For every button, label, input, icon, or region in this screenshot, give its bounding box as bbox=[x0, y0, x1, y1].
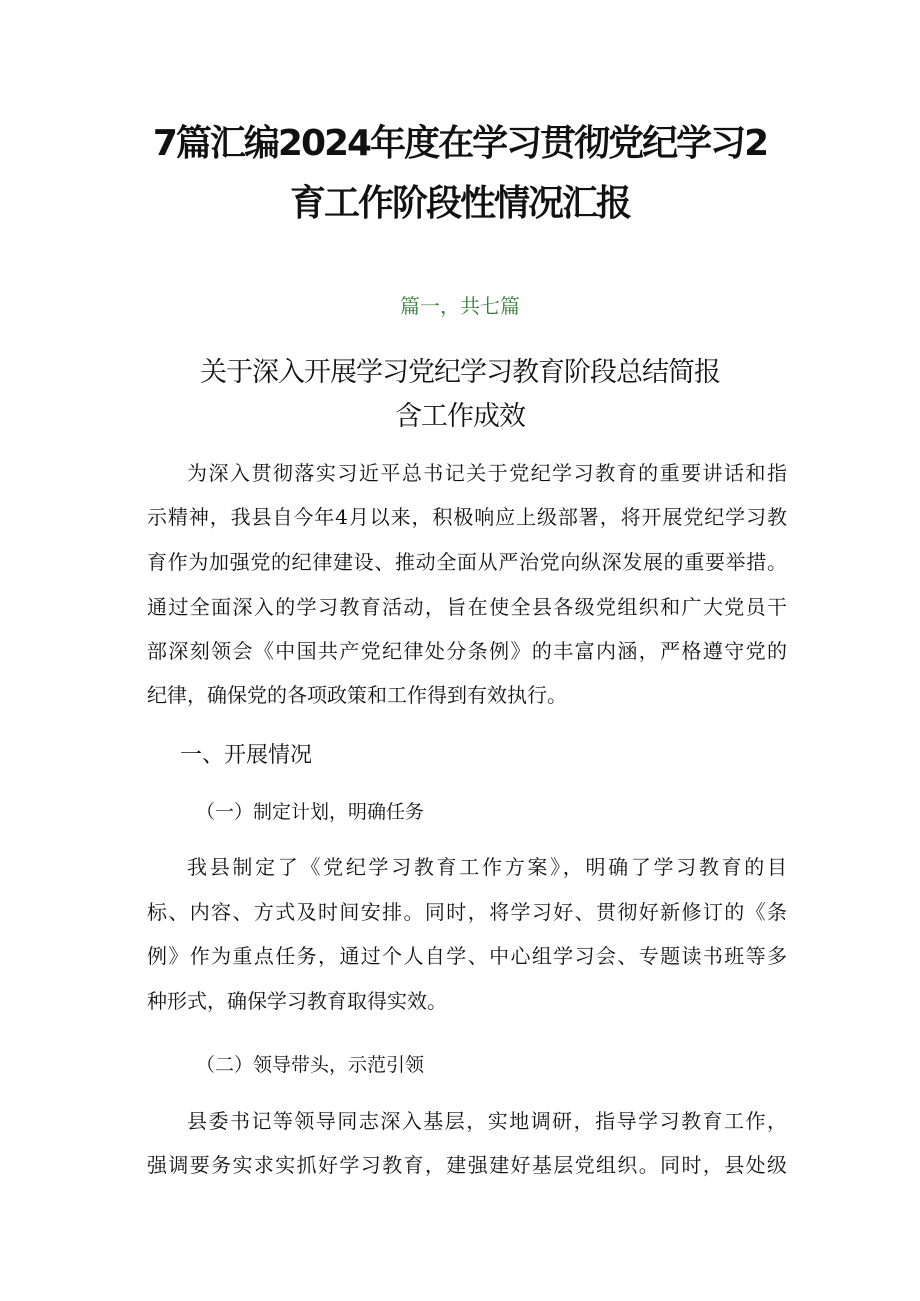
paragraph-line: 强调要务实求实抓好学习教育，建强建好基层党组织。同时，县处级 bbox=[147, 1153, 787, 1177]
section-heading: 一、开展情况 bbox=[180, 743, 313, 768]
subsection-heading: （二）领导带头，示范引领 bbox=[196, 1054, 425, 1076]
paragraph-line: 为深入贯彻落实习近平总书记关于党纪学习教育的重要讲话和指 bbox=[187, 461, 787, 485]
document-title-line-1: 7篇汇编2024年度在学习贯彻党纪学习2 bbox=[152, 123, 768, 164]
subtitle-line-2: 含工作成效 bbox=[395, 401, 525, 432]
paragraph-line: 种形式，确保学习教育取得实效。 bbox=[147, 989, 447, 1013]
subtitle-line-1: 关于深入开展学习党纪学习教育阶段总结简报 bbox=[200, 357, 720, 388]
paragraph-line: 育作为加强党的纪律建设、推动全面从严治党向纵深发展的重要举措。 bbox=[147, 550, 787, 574]
subsection-heading: （一）制定计划，明确任务 bbox=[196, 801, 425, 823]
paragraph-line: 示精神，我县自今年4月以来，积极响应上级部署，将开展党纪学习教 bbox=[147, 505, 787, 529]
section-label: 篇一，共七篇 bbox=[400, 294, 520, 318]
paragraph-line: 通过全面深入的学习教育活动，旨在使全县各级党组织和广大党员干 bbox=[147, 595, 787, 619]
paragraph-line: 纪律，确保党的各项政策和工作得到有效执行。 bbox=[147, 683, 567, 707]
paragraph-line: 县委书记等领导同志深入基层，实地调研，指导学习教育工作， bbox=[187, 1109, 787, 1133]
document-title-line-2: 育工作阶段性情况汇报 bbox=[289, 183, 630, 224]
paragraph-line: 标、内容、方式及时间安排。同时，将学习好、贯彻好新修订的《条 bbox=[147, 900, 787, 924]
paragraph-line: 我县制定了《党纪学习教育工作方案》，明确了学习教育的目 bbox=[187, 855, 787, 879]
paragraph-line: 例》作为重点任务，通过个人自学、中心组学习会、专题读书班等多 bbox=[147, 944, 787, 968]
paragraph-line: 部深刻领会《中国共产党纪律处分条例》的丰富内涵，严格遵守党的 bbox=[147, 639, 787, 663]
